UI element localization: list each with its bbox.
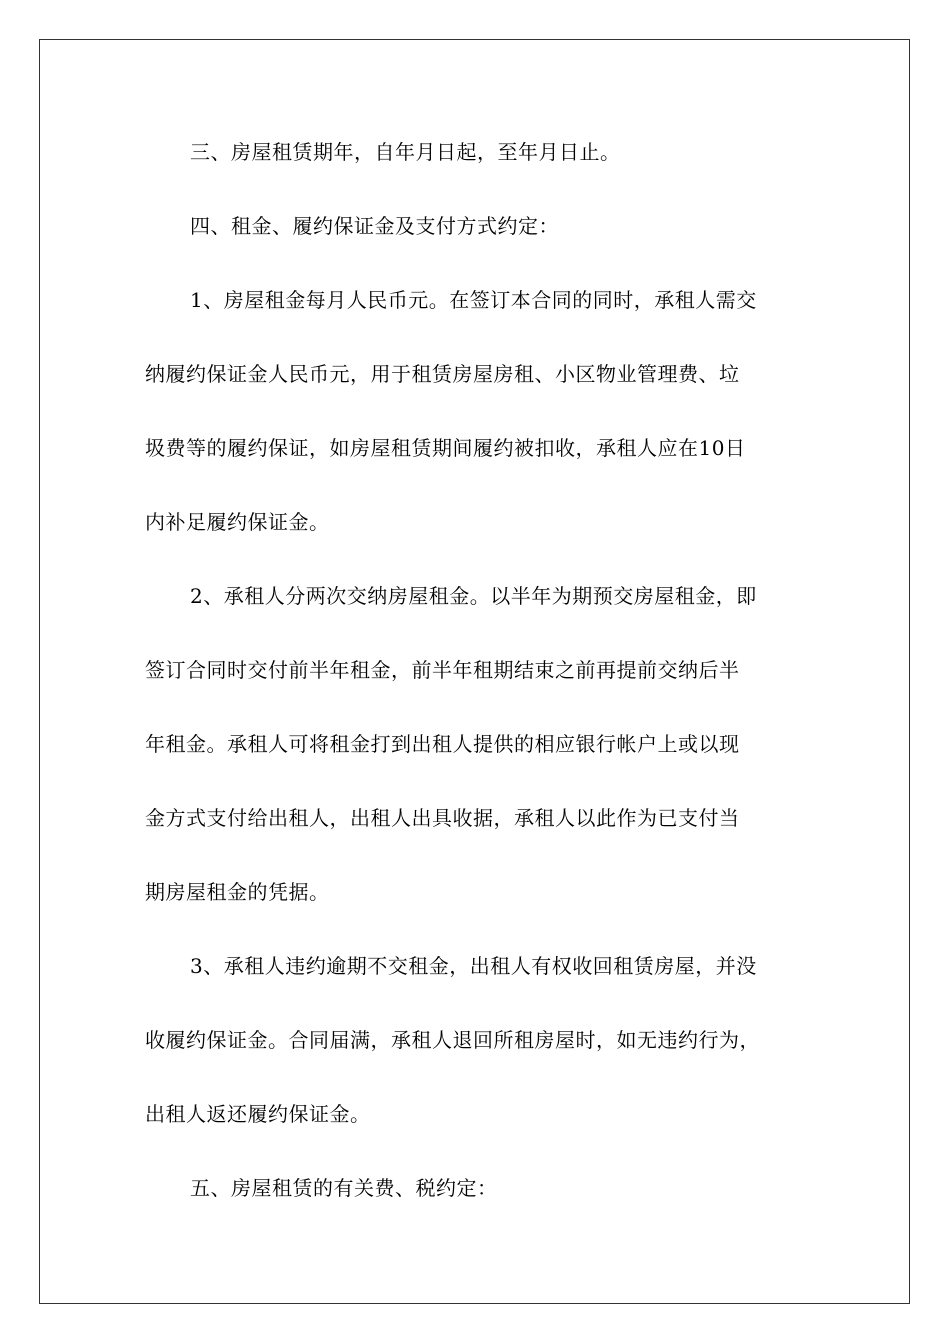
clause-4-2-line-5: 期房屋租金的凭据。 [145,880,330,904]
clause-4-1-line-4: 内补足履约保证金。 [145,510,330,534]
clause-4-2-line-2: 签订合同时交付前半年租金，前半年租期结束之前再提前交纳后半 [145,658,740,682]
clause-4-heading: 四、租金、履约保证金及支付方式约定： [190,214,559,238]
clause-3-heading: 三、房屋租赁期年，自年月日起，至年月日止。 [190,140,621,164]
clause-4-1-line-3: 圾费等的履约保证，如房屋租赁期间履约被扣收，承租人应在10日 [145,436,746,460]
clause-4-2-line-4: 金方式支付给出租人，出租人出具收据，承租人以此作为已支付当 [145,806,740,830]
clause-4-1-line-1: 1、房屋租金每月人民币元。在签订本合同的同时，承租人需交 [190,288,757,312]
clause-5-heading: 五、房屋租赁的有关费、税约定： [190,1176,498,1200]
clause-4-2-line-1: 2、承租人分两次交纳房屋租金。以半年为期预交房屋租金，即 [190,584,757,608]
clause-4-2-line-3: 年租金。承租人可将租金打到出租人提供的相应银行帐户上或以现 [145,732,740,756]
clause-4-1-line-2: 纳履约保证金人民币元，用于租赁房屋房租、小区物业管理费、垃 [145,362,740,386]
clause-4-3-line-3: 出租人返还履约保证金。 [145,1102,371,1126]
clause-4-3-line-2: 收履约保证金。合同届满，承租人退回所租房屋时，如无违约行为， [145,1028,760,1052]
clause-4-3-line-1: 3、承租人违约逾期不交租金，出租人有权收回租赁房屋，并没 [190,954,757,978]
